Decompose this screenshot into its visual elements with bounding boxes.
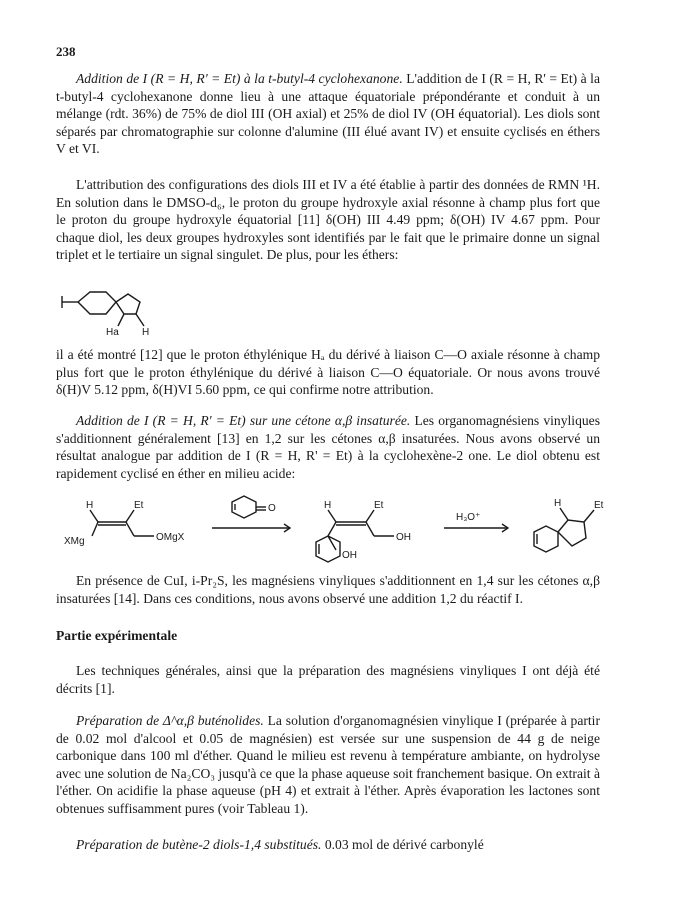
paragraph-cui-addition [56,572,600,607]
paragraph-lead: Addition de I (R = H, R' = Et) sur une cétone α,β insaturée. [76,413,411,428]
reagent-bond [126,522,134,536]
paragraph-text: il a été montré [12] que le proton éthylénique Hₐ du dérivé à liaison C—O axiale résonne à champ plus fort que le proton éthylénique du dérivé à liaison C—O équatoriale. Or nous avons trouvé δ(H)V 5.12 ppm, δ(H)VI 5.60 ppm, ce qui confirme notre attribution. [56,347,600,398]
paragraph-ethylenic-proton [56,346,600,399]
spiro-product [534,498,604,552]
diol-bond [366,522,374,536]
diol-intermediate [316,500,411,562]
acid-label: H₃O⁺ [456,512,481,523]
paragraph-lead: Préparation de Δ^α,β buténolides. [76,713,264,728]
reagent-omgx-label: OMgX [156,532,185,543]
paragraph-unsaturated-ketone [56,412,600,482]
reagent-h-label: H [86,500,94,511]
paragraph-lead: Préparation de butène-2 diols-1,4 substitués. [76,837,322,852]
product-h-label: H [554,498,562,509]
paragraph-rmn-attribution [56,176,600,264]
diol-h-label: H [324,500,332,511]
page-number: 238 [56,44,76,59]
product-et-label: Et [594,500,604,511]
product-bond [560,508,568,520]
diol-bond [366,510,374,522]
diol-oh-label: OH [396,532,411,543]
reagent-bond [92,522,98,536]
diol-oh-label: OH [342,550,357,561]
spiro-ether-structure [56,282,176,338]
vinyl-bond [136,314,144,326]
paragraph-text: L'attribution des configurations des diols III et IV a été établie à partir des données de RMN ¹H. En solution dans le DMSO-d₆, le proton du groupe hydroxyle axial résonne à champ plus fort que le proton du groupe hydroxyle équatorial [11] δ(OH) III 4.49 ppm; δ(OH) IV 4.67 ppm. Pour chaque diol, les deux groupes hydroxyles sont identifiés par le fait que le primaire donne un signal triplet et le tertiaire un signal singulet. De plus, pour les éthers: [56,177,600,263]
paragraph-general-techniques [56,662,600,697]
reaction-arrow-2 [444,512,508,532]
proton-label-b: H [142,327,150,338]
paragraph-text: En présence de CuI, i-Pr₂S, les magnésiens vinyliques s'additionnent en 1,4 sur les cétones α,β insaturées [14]. Dans ces conditions, nous avons observé une addition 1,2 du réactif I. [56,573,600,606]
proton-label-a: Ha [106,327,119,338]
paragraph-butenolides [56,712,600,818]
paragraph-addition-cyclohexanone [56,70,600,158]
tetrahydrofuran-ring [116,294,140,314]
paragraph-text: La solution d'organomagnésien vinylique I (préparée à partir de 0.02 mol d'alcool et 0.05 de magnésien) est versée sur une suspension de 44 g de neige carbonique dans 100 ml d'éther. Quand le milieu est revenu à température ambiante, on hydrolyse avec une solution de Na₂CO₃ jusqu'à ce que la phase aqueuse soit franchement basique. On extrait à l'éther. On acidifie la phase aqueuse (pH 4) et extrait à l'éther. Après évaporation les lactones sont obtenues suffisamment pures (voir Tableau 1). [56,713,600,816]
product-bond [584,510,594,522]
paragraph-text: 0.03 mol de dérivé carbonylé [324,837,484,852]
cyclohexane-ring [78,292,116,314]
paragraph-text: Les techniques générales, ainsi que la préparation des magnésiens vinyliques I ont déjà été décrits [1]. [56,663,600,696]
vinyl-bond [118,314,124,326]
reaction-scheme [56,492,624,568]
reagent-xmg-label: XMg [64,536,85,547]
paragraph-lead: Addition de I (R = H, R' = Et) à la t-butyl-4 cyclohexanone. [76,71,403,86]
diol-bond [328,510,336,522]
paragraph-butene-diols [56,836,600,854]
reaction-arrow-1 [212,496,290,532]
reagent-bond [126,510,134,522]
reagent-bond [90,510,98,522]
paragraph-text: L'addition de I (R = H, R' = Et) à la t-butyl-4 cyclohexanone donne lieu à une attaque équatoriale prépondérante et conduit à un mélange (rdt. 36%) de 75% de diol III (OH axial) et 25% de diol IV (OH équatorial). Les diols sont séparés par chromatographie sur colonne d'alumine (III élué avant IV) et ensuite cyclisés en éthers V et VI. [56,71,600,157]
paragraph-text: Les organomagnésiens vinyliques s'additionnent généralement [13] en 1,2 sur les cétones α,β insaturées. Nous avons observé un résultat analogue par addition de I (R = H, R' = Et) à la cyclohexène-2 one. Le diol obtenu est rapidement cyclisé en éther en milieu acide: [56,413,600,481]
dihydrofuran-ring [558,520,586,546]
ketone-o-label: O [268,503,276,514]
diol-bond [328,522,336,536]
vinyl-reagent [64,500,185,547]
diol-et-label: Et [374,500,384,511]
reagent-et-label: Et [134,500,144,511]
section-heading: Partie expérimentale [56,628,178,643]
